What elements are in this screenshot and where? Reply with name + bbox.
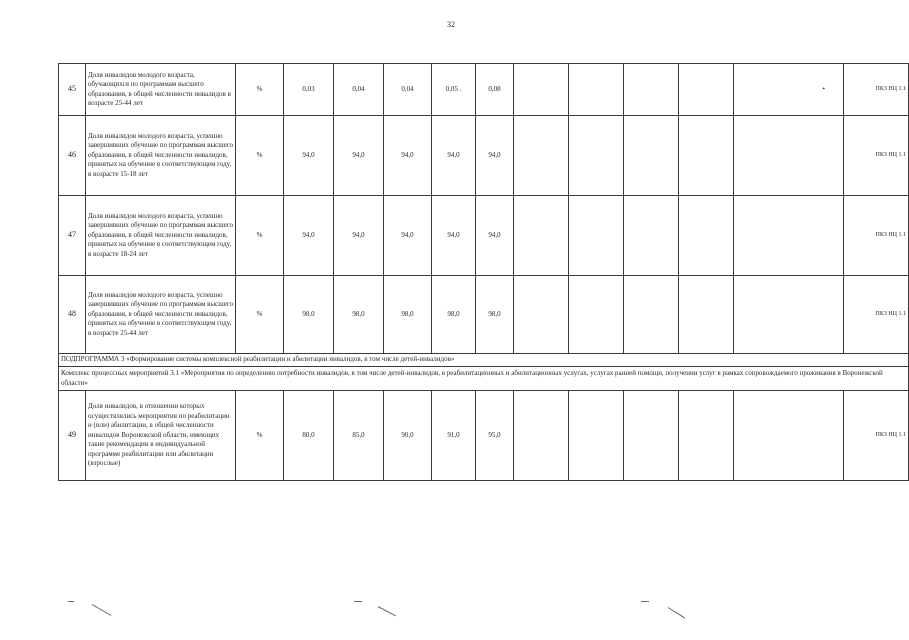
value-cell: 98,0 [334, 276, 384, 354]
value-cell: 0,04 [384, 64, 432, 116]
empty-cell [679, 116, 734, 196]
scan-mark [92, 604, 112, 616]
row-number: 48 [59, 276, 86, 354]
indicator-description: Доля инвалидов молодого возраста, успешно завершивших обучение по программам высшего образования, в общей численности инвалидов, принятых на обучение в соответствующем году, в возрасте 18-24 лет [86, 196, 236, 276]
source-cell: ПКЗ НЦ 1.1 [844, 276, 909, 354]
empty-cell [514, 116, 569, 196]
unit-cell: % [236, 116, 284, 196]
row-number: 45 [59, 64, 86, 116]
value-cell: 94,0 [476, 116, 514, 196]
row-number: 47 [59, 196, 86, 276]
value-cell: 94,0 [476, 196, 514, 276]
value-cell: 80,0 [284, 391, 334, 481]
value-cell: 98,0 [284, 276, 334, 354]
unit-cell: % [236, 391, 284, 481]
empty-cell [514, 391, 569, 481]
empty-cell [679, 64, 734, 116]
page-number: 32 [447, 20, 455, 29]
empty-cell [679, 196, 734, 276]
value-cell: 94,0 [384, 196, 432, 276]
value-cell: 94,0 [432, 116, 476, 196]
unit-cell: % [236, 276, 284, 354]
scan-dot: • [734, 64, 844, 116]
empty-cell [624, 276, 679, 354]
value-cell: 95,0 [476, 391, 514, 481]
complex-row [59, 367, 909, 391]
value-cell: 94,0 [284, 196, 334, 276]
value-cell: 94,0 [384, 116, 432, 196]
value-cell: 85,0 [334, 391, 384, 481]
scan-mark [641, 601, 649, 602]
value-cell: 90,0 [384, 391, 432, 481]
empty-cell [569, 64, 624, 116]
scan-mark [668, 607, 685, 618]
unit-cell: % [236, 196, 284, 276]
indicator-description: Доля инвалидов, в отношении которых осуществлялись мероприятия по реабилитации и (или) абилитации, в общей численности инвалидов Воронежской области, имеющих такие рекомендации в индивидуальной программе реабилитации или абилитации (взрослые) [86, 391, 236, 481]
scan-mark [378, 606, 396, 616]
subprogram-row [59, 354, 909, 367]
table-row [59, 64, 909, 116]
empty-cell [734, 196, 844, 276]
value-cell: 94,0 [334, 116, 384, 196]
empty-cell [514, 276, 569, 354]
empty-cell [624, 116, 679, 196]
value-cell: 0,04 [334, 64, 384, 116]
empty-cell [734, 276, 844, 354]
value-cell: 0,08 [476, 64, 514, 116]
empty-cell [514, 64, 569, 116]
row-number: 49 [59, 391, 86, 481]
table-row [59, 116, 909, 196]
scan-mark [354, 601, 362, 602]
empty-cell [569, 196, 624, 276]
table-row [59, 391, 909, 481]
empty-cell [569, 391, 624, 481]
value-cell: 94,0 [432, 196, 476, 276]
empty-cell [624, 391, 679, 481]
value-cell: 0,03 [284, 64, 334, 116]
value-cell: 0,05 . [432, 64, 476, 116]
source-cell: ПКЗ НЦ 1.1 [844, 391, 909, 481]
empty-cell [679, 276, 734, 354]
value-cell: 94,0 [334, 196, 384, 276]
complex-title: Комплекс процессных мероприятий 3.1 «Мероприятия по определению потребности инвалидов, в том числе детей-инвалидов, в реабилитационных и абилитационных услугах, услугах ранней помощи, получении услуг в рамках сопровождаемого проживания в Воронежской области» [59, 367, 909, 391]
empty-cell [514, 196, 569, 276]
value-cell: 91,0 [432, 391, 476, 481]
empty-cell [734, 391, 844, 481]
subprogram-title: ПОДПРОГРАММА 3 «Формирование системы комплексной реабилитации и абилитации инвалидов, в том числе детей-инвалидов» [59, 354, 909, 367]
scan-mark [68, 601, 74, 602]
value-cell: 98,0 [476, 276, 514, 354]
empty-cell [624, 64, 679, 116]
value-cell: 98,0 [432, 276, 476, 354]
empty-cell [569, 276, 624, 354]
empty-cell [624, 196, 679, 276]
empty-cell [569, 116, 624, 196]
empty-cell [734, 116, 844, 196]
indicator-description: Доля инвалидов молодого возраста, обучающихся по программам высшего образования, в общей численности инвалидов в возрасте 25-44 лет [86, 64, 236, 116]
indicator-description: Доля инвалидов молодого возраста, успешно завершивших обучение по программам высшего образования, в общей численности инвалидов, принятых на обучение в соответствующем году, в возрасте 15-18 лет [86, 116, 236, 196]
row-number: 46 [59, 116, 86, 196]
indicators-table [58, 63, 909, 481]
unit-cell: % [236, 64, 284, 116]
source-cell: ПКЗ НЦ 1.1 [844, 64, 909, 116]
source-cell: ПКЗ НЦ 1.1 [844, 196, 909, 276]
indicator-description: Доля инвалидов молодого возраста, успешно завершивших обучение по программам высшего образования, в общей численности инвалидов, принятых на обучение в соответствующем году, в возрасте 25-44 лет [86, 276, 236, 354]
empty-cell [679, 391, 734, 481]
table-row [59, 196, 909, 276]
source-cell: ПКЗ НЦ 1.1 [844, 116, 909, 196]
value-cell: 94,0 [284, 116, 334, 196]
value-cell: 98,0 [384, 276, 432, 354]
table-row [59, 276, 909, 354]
